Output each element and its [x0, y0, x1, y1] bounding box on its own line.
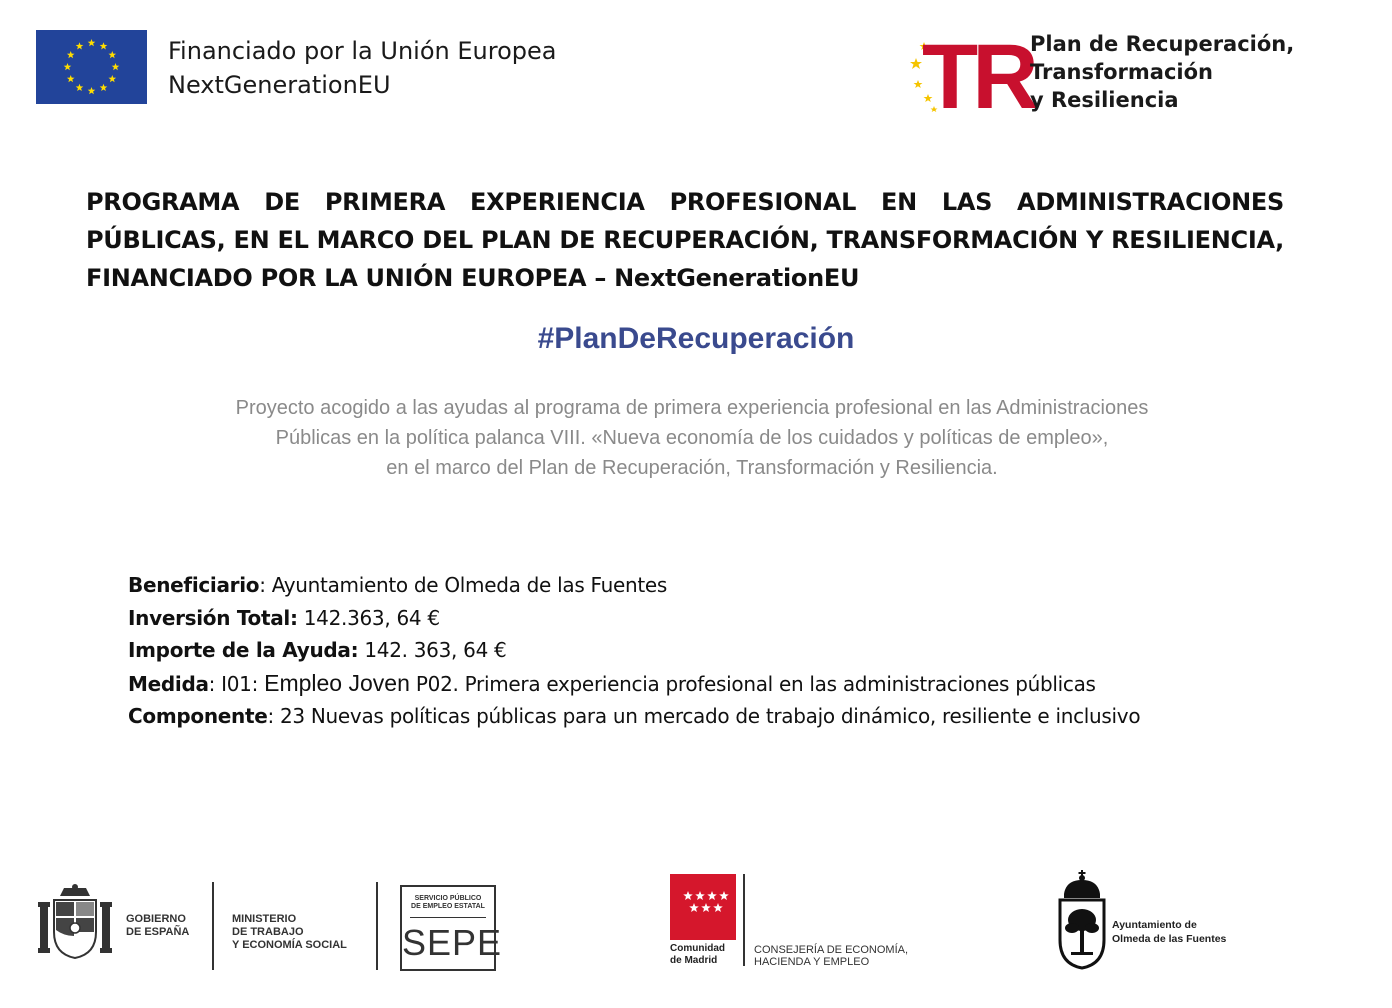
ministerio-line1: MINISTERIO [232, 913, 297, 925]
detail-importe [128, 634, 1140, 667]
hashtag-label: #PlanDeRecuperación [537, 322, 855, 355]
detail-medida [128, 667, 1140, 701]
prtr-logo-icon [906, 26, 1033, 128]
eu-flag-icon [36, 30, 147, 104]
comunidad-line2: de Madrid [670, 955, 718, 966]
project-details [128, 569, 1140, 733]
project-description [120, 393, 1264, 483]
detail-value: : Ayuntamiento de Olmeda de las Fuentes [259, 573, 668, 597]
ministerio-line2: DE TRABAJO [232, 926, 304, 938]
gobierno-line1: GOBIERNO [126, 913, 186, 925]
eu-funding-line1: Financiado por la Unión Europea [168, 37, 557, 65]
consejeria-label [754, 944, 908, 968]
sepe-big-label: SEPE [402, 922, 503, 963]
footer-divider [743, 874, 745, 966]
prtr-line2: Transformación [1030, 60, 1213, 84]
comunidad-line1: Comunidad [670, 943, 725, 954]
prtr-line1: Plan de Recuperación, [1030, 32, 1295, 56]
detail-value: 142. 363, 64 € [358, 638, 507, 662]
spain-coat-of-arms-icon [38, 884, 112, 960]
eu-funding-label [168, 34, 556, 102]
detail-beneficiario [128, 569, 1140, 602]
eu-funding-line2: NextGenerationEU [168, 71, 391, 99]
description-line1: Proyecto acogido a las ayudas al programa de primera experiencia profesional en las Administraciones [235, 397, 1149, 419]
ministerio-label [232, 913, 347, 952]
prtr-logo-letters: TR [922, 26, 1033, 128]
detail-value: 142.363, 64 € [297, 605, 440, 630]
sepe-small-line2: DE EMPLEO ESTATAL [411, 903, 485, 910]
gobierno-line2: DE ESPAÑA [126, 926, 190, 938]
consejeria-line2: HACIENDA Y EMPLEO [754, 956, 870, 968]
detail-label: Beneficiario [128, 573, 260, 597]
detail-label: Medida [128, 671, 209, 696]
detail-componente [128, 700, 1140, 733]
sepe-divider [410, 917, 486, 918]
madrid-flag-icon [670, 874, 736, 940]
detail-value: P02. Primera experiencia profesional en las administraciones públicas [409, 671, 1096, 696]
sepe-small-line1: SERVICIO PÚBLICO [414, 895, 482, 902]
description-line2: Públicas en la política palanca VIII. «Nueva economía de los cuidados y políticas de empleo», [275, 427, 1109, 449]
prtr-label [1030, 30, 1294, 114]
ministerio-line3: Y ECONOMÍA SOCIAL [232, 939, 347, 951]
detail-value: : 23 Nuevas políticas públicas para un mercado de trabajo dinámico, resiliente e inclusivo [267, 704, 1141, 728]
gobierno-label [126, 913, 189, 939]
page-title: PROGRAMA DE PRIMERA EXPERIENCIA PROFESIONAL EN LAS ADMINISTRACIONES PÚBLICAS, EN EL MARCO DEL PLAN DE RECUPERACIÓN, TRANSFORMACIÓN Y RESILIENCIA, FINANCIADO POR LA UNIÓN EUROPEA – NextGenerationEU [86, 188, 1284, 292]
footer-divider [376, 882, 378, 970]
detail-inversion [128, 602, 1140, 635]
footer-divider [212, 882, 214, 970]
olmeda-coat-of-arms-icon [1056, 870, 1108, 970]
detail-label: Inversión Total: [128, 605, 298, 630]
description-line3: en el marco del Plan de Recuperación, Transformación y Resiliencia. [386, 457, 998, 479]
sepe-small-label [402, 895, 494, 911]
ayuntamiento-line2: Olmeda de las Fuentes [1112, 933, 1227, 945]
sepe-logo [400, 885, 503, 971]
prtr-line3: y Resiliencia [1030, 88, 1179, 112]
ayuntamiento-line1: Ayuntamiento de [1112, 919, 1197, 931]
ayuntamiento-label [1112, 918, 1226, 946]
detail-value: : I01: [208, 671, 265, 696]
detail-emphasis: Empleo Joven [264, 669, 410, 696]
consejeria-line1: CONSEJERÍA DE ECONOMÍA, [754, 944, 909, 956]
detail-label: Componente [128, 704, 268, 728]
comunidad-madrid-label [670, 943, 725, 967]
detail-label: Importe de la Ayuda: [128, 638, 359, 662]
